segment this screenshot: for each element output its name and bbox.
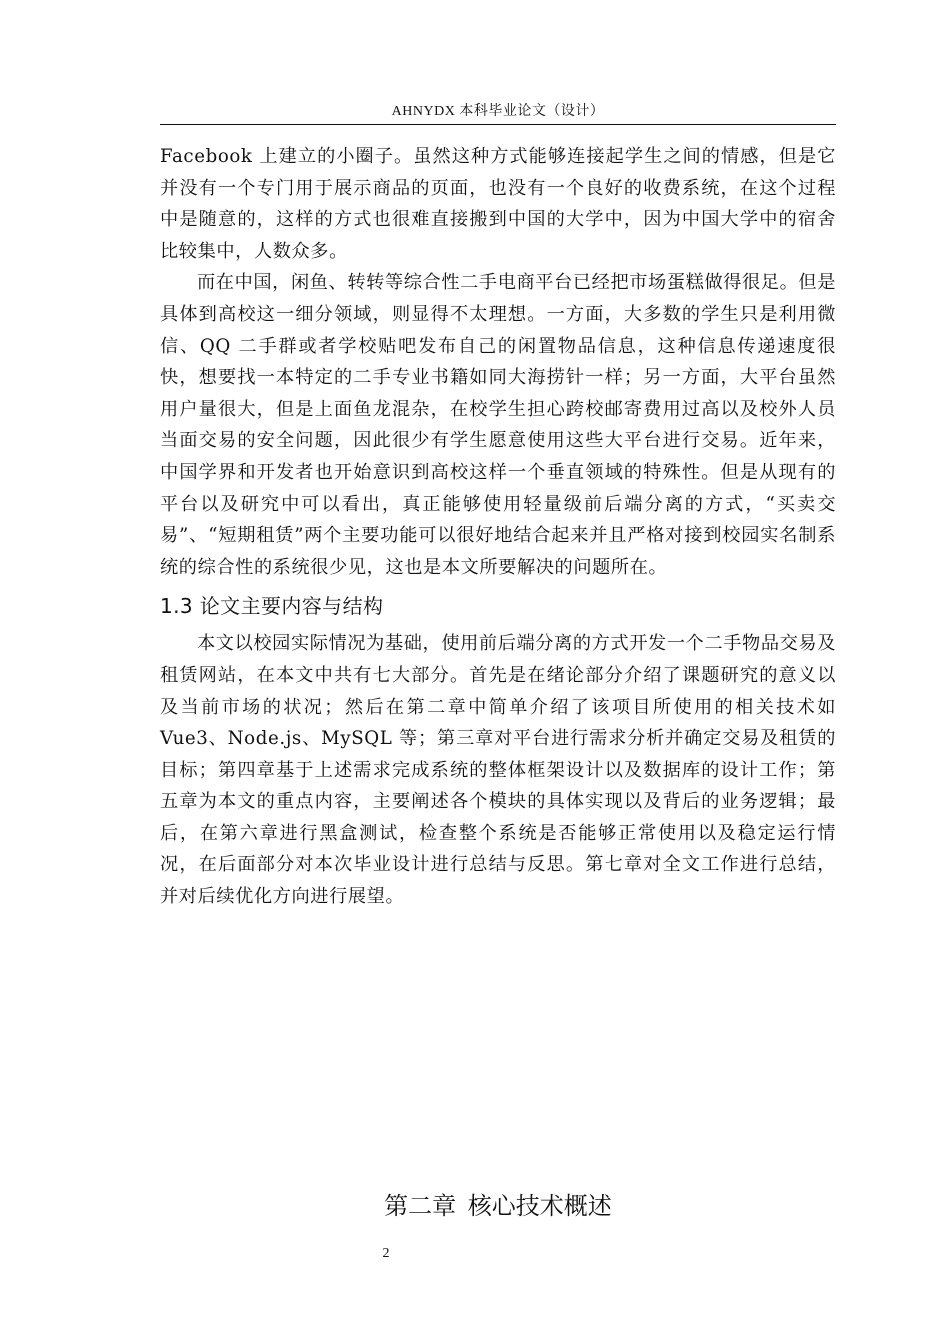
paragraph-1: Facebook 上建立的小圈子。虽然这种方式能够连接起学生之间的情感，但是它并没有一个专门用于展示商品的页面，也没有一个良好的收费系统，在这个过程中是随意的，这样的方式也很难直接搬到中国的大学中，因为中国大学中的宿舍比较集中，人数众多。	[160, 146, 836, 262]
page-number: 2	[382, 1246, 390, 1261]
paragraph-3: 本文以校园实际情况为基础，使用前后端分离的方式开发一个二手物品交易及租赁网站，在本文中共有七大部分。首先是在绪论部分介绍了课题研究的意义以及当前市场的状况；然后在第二章中简单介绍了该项目所使用的相关技术如 Vue3、Node.js、MySQL 等；第三章对平台进行需求分析并确定交易及租赁的目标；第四章基于上述需求完成系统的整体框架设计以及数据库的设计工作；第五章为本文的重点内容，主要阐述各个模块的具体实现以及背后的业务逻辑；最后，在第六章进行黑盒测试，检查整个系统是否能够正常使用以及稳定运行情况，在后面部分对本次毕业设计进行总结与反思。第七章对全文工作进行总结，并对后续优化方向进行展望。	[160, 633, 836, 908]
body-text	[160, 141, 836, 913]
running-header: AHNYDX 本科毕业论文（设计）	[391, 104, 605, 119]
header-rule	[160, 124, 836, 125]
chapter-title: 第二章 核心技术概述	[384, 1192, 612, 1221]
paragraph-2: 而在中国，闲鱼、转转等综合性二手电商平台已经把市场蛋糕做得很足。但是具体到高校这一细分领域，则显得不太理想。一方面，大多数的学生只是利用微信、QQ 二手群或者学校贴吧发布自己的闲置物品信息，这种信息传递速度很快，想要找一本特定的二手专业书籍如同大海捞针一样；另一方面，大平台虽然用户量很大，但是上面鱼龙混杂，在校学生担心跨校邮寄费用过高以及校外人员当面交易的安全问题，因此很少有学生愿意使用这些大平台进行交易。近年来，中国学界和开发者也开始意识到高校这样一个垂直领域的特殊性。但是从现有的平台以及研究中可以看出，真正能够使用轻量级前后端分离的方式，“买卖交易”、“短期租赁”两个主要功能可以很好地结合起来并且严格对接到校园实名制系统的综合性的系统很少见，这也是本文所要解决的问题所在。	[160, 272, 836, 578]
section-heading: 1.3 论文主要内容与结构	[160, 594, 384, 619]
